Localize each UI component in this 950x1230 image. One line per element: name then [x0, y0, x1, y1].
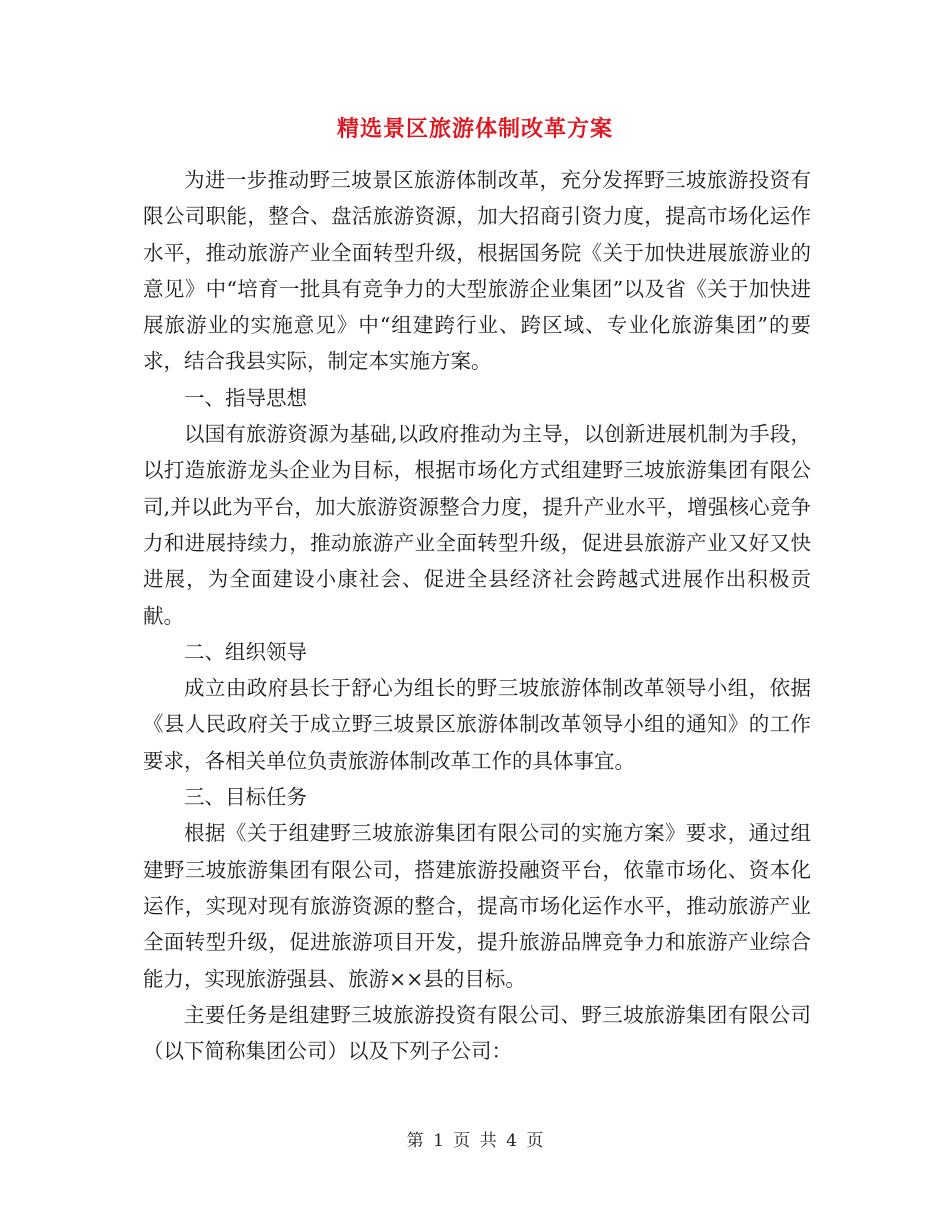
page-number-footer: 第 1 页 共 4 页 — [406, 1131, 544, 1151]
document-title: 精选景区旅游体制改革方案 — [336, 117, 613, 142]
section-heading-goals: 三、目标任务 — [184, 785, 307, 810]
goals-paragraph: 根据《关于组建野三坡旅游集团有限公司的实施方案》要求，通过组建野三坡旅游集团有限公司，搭建旅游投融资平台，依靠市场化、资本化运作，实现对现有旅游资源的整合，提高市场化运作水平，推动旅游产业全面转型升级，促进旅游项目开发，提升旅游品牌竞争力和旅游产业综合能力，实现旅游强县、旅游××县的目标。 — [143, 821, 811, 991]
section-heading-guiding-ideology: 一、指导思想 — [184, 385, 307, 410]
main-tasks-paragraph: 主要任务是组建野三坡旅游投资有限公司、野三坡旅游集团有限公司（以下简称集团公司）以及下列子公司： — [143, 1002, 811, 1064]
section-heading-organization: 二、组织领导 — [184, 639, 307, 664]
organization-paragraph: 成立由政府县长于舒心为组长的野三坡旅游体制改革领导小组，依据《县人民政府关于成立野三坡景区旅游体制改革领导小组的通知》的工作要求，各相关单位负责旅游体制改革工作的具体事宜。 — [143, 676, 811, 773]
document-body — [143, 162, 811, 1069]
guiding-ideology-paragraph: 以国有旅游资源为基础,以政府推动为主导，以创新进展机制为手段，以打造旅游龙头企业为目标，根据市场化方式组建野三坡旅游集团有限公司,并以此为平台，加大旅游资源整合力度，提升产业水平，增强核心竞争力和进展持续力，推动旅游产业全面转型升级，促进县旅游产业又好又快进展，为全面建设小康社会、促进全县经济社会跨越式进展作出积极贡献。 — [143, 422, 811, 628]
intro-paragraph: 为进一步推动野三坡景区旅游体制改革，充分发挥野三坡旅游投资有限公司职能，整合、盘活旅游资源，加大招商引资力度，提高市场化运作水平，推动旅游产业全面转型升级，根据国务院《关于加快进展旅游业的意见》中“培育一批具有竞争力的大型旅游企业集团”以及省《关于加快进展旅游业的实施意见》中“组建跨行业、跨区域、专业化旅游集团”的要求，结合我县实际，制定本实施方案。 — [143, 168, 811, 374]
